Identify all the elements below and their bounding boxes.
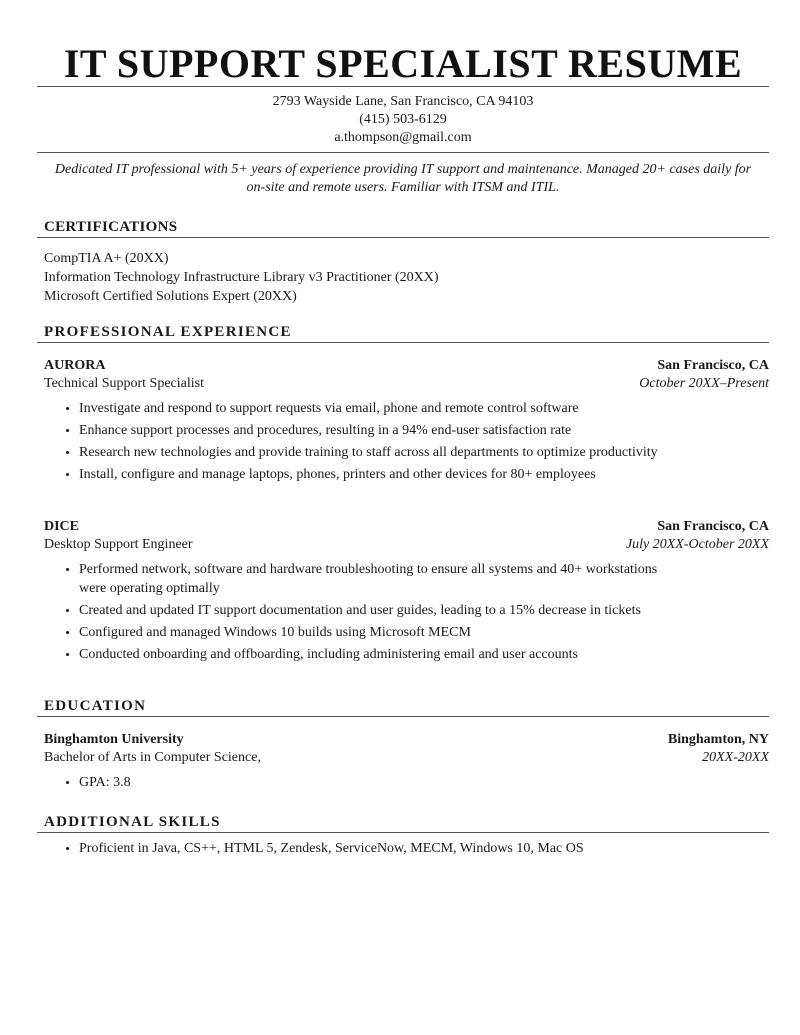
certifications-heading: CERTIFICATIONS <box>37 219 769 238</box>
contact-divider <box>37 152 769 153</box>
job-dates: July 20XX-October 20XX <box>625 537 769 552</box>
certifications-list <box>37 249 769 306</box>
education-bullets <box>37 773 769 792</box>
job-dates: October 20XX–Present <box>639 376 769 391</box>
list-item: • Research new technologies and provide training to staff across all departments to optimize productivity <box>79 443 669 462</box>
job-title: Desktop Support Engineer <box>44 537 193 552</box>
list-item: • Proficient in Java, CS++, HTML 5, Zendesk, ServiceNow, MECM, Windows 10, Mac OS <box>79 839 769 858</box>
job-aurora <box>37 357 769 393</box>
job-location: San Francisco, CA <box>657 358 769 373</box>
education-entry <box>37 731 769 767</box>
list-item: • Investigate and respond to support requests via email, phone and remote control software <box>79 399 669 418</box>
list-item: • Install, configure and manage laptops, phones, printers and other devices for 80+ employees <box>79 465 769 484</box>
certification-item: Information Technology Infrastructure Library v3 Practitioner (20XX) <box>44 270 439 285</box>
list-item: • Performed network, software and hardware troubleshooting to ensure all systems and 40+ workstations were operating optimally <box>79 560 669 598</box>
degree: Bachelor of Arts in Computer Science, <box>44 750 261 765</box>
school-location: Binghamton, NY <box>667 732 769 747</box>
email: a.thompson@gmail.com <box>334 130 472 145</box>
list-item: • Enhance support processes and procedures, resulting in a 94% end-user satisfaction rate <box>79 421 669 440</box>
skills-list <box>37 839 769 858</box>
experience-heading: PROFESSIONAL EXPERIENCE <box>37 324 769 343</box>
company-name: AURORA <box>44 358 106 373</box>
title-divider <box>37 86 769 87</box>
certification-item: CompTIA A+ (20XX) <box>44 251 169 266</box>
job-bullets <box>37 399 769 484</box>
job-bullets <box>37 560 769 664</box>
summary: Dedicated IT professional with 5+ years of experience providing IT support and maintenance. Managed 20+ cases daily for on-site and remote users. Familiar with ITSM and ITIL. <box>54 162 752 195</box>
list-item: • Conducted onboarding and offboarding, including administering email and user accounts <box>79 645 769 664</box>
job-dice <box>37 518 769 554</box>
job-location: San Francisco, CA <box>657 519 769 534</box>
skills-heading: ADDITIONAL SKILLS <box>37 814 769 833</box>
address: 2793 Wayside Lane, San Francisco, CA 94103 <box>272 94 534 109</box>
education-heading: EDUCATION <box>37 698 769 717</box>
phone: (415) 503-6129 <box>359 112 447 127</box>
list-item: • GPA: 3.8 <box>79 773 769 792</box>
certification-item: Microsoft Certified Solutions Expert (20XX) <box>44 289 297 304</box>
page-title: IT SUPPORT SPECIALIST RESUME <box>63 41 743 86</box>
school-name: Binghamton University <box>44 732 184 747</box>
list-item: • Configured and managed Windows 10 builds using Microsoft MECM <box>79 623 769 642</box>
resume-page <box>37 0 769 861</box>
contact-block <box>37 93 769 152</box>
company-name: DICE <box>44 519 80 534</box>
list-item: • Created and updated IT support documentation and user guides, leading to a 15% decrease in tickets <box>79 601 769 620</box>
job-title: Technical Support Specialist <box>44 376 204 391</box>
education-dates: 20XX-20XX <box>702 750 769 765</box>
